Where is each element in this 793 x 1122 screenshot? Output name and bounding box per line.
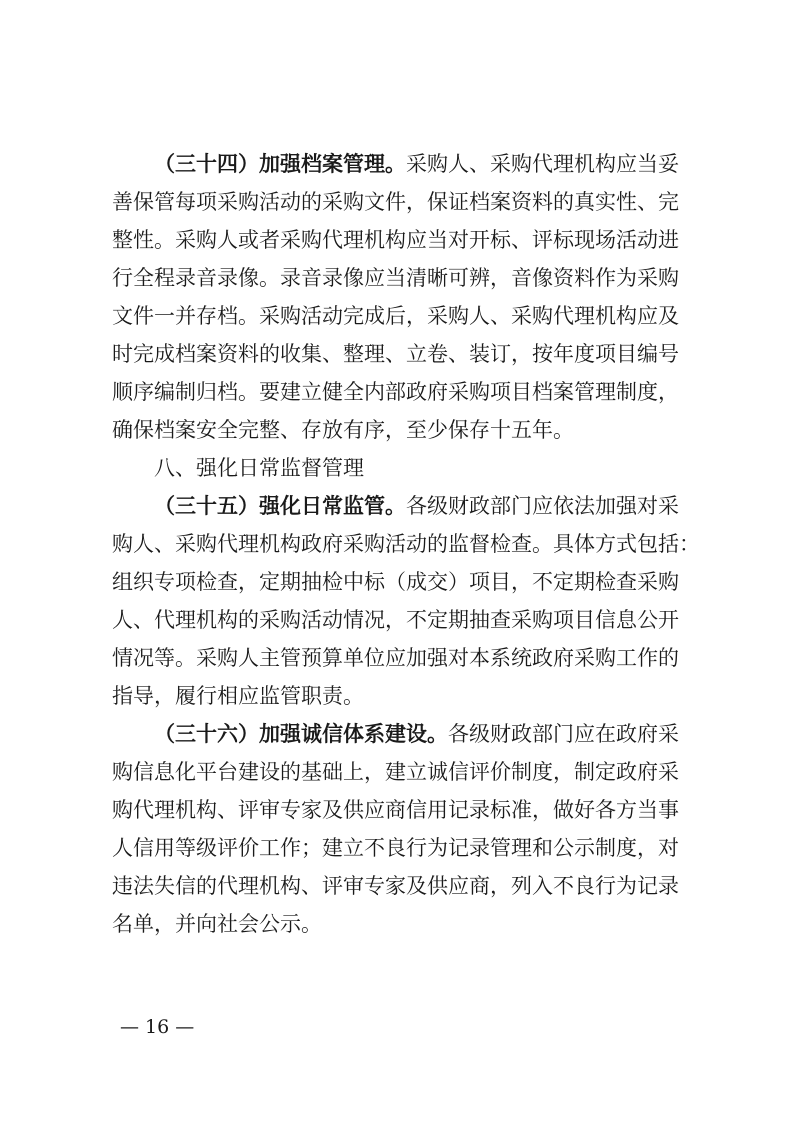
section-36-line-2: 购信息化平台建设的基础上，建立诚信评价制度，制定政府采 <box>112 760 679 784</box>
section-36-line-1 <box>154 717 679 751</box>
section-34-title: （三十四）加强档案管理。 <box>154 151 406 176</box>
section-36-line-3: 购代理机构、评审专家及供应商信用记录标准，做好各方当事 <box>112 798 679 822</box>
section-36-line-6: 名单，并向社会公示。 <box>112 912 322 936</box>
section-35-line-4: 人、代理机构的采购活动情况，不定期抽查采购项目信息公开 <box>112 608 679 632</box>
section-36-text: 各级财政部门应在政府采 <box>448 722 679 746</box>
section-34-line-4: 行全程录音录像。录音录像应当清晰可辨，音像资料作为采购 <box>112 266 679 290</box>
section-34-text: 采购人、采购代理机构应当妥 <box>406 152 679 176</box>
section-35-text: 各级财政部门应依法加强对采 <box>406 494 679 518</box>
section-34-line-8: 确保档案安全完整、存放有序，至少保存十五年。 <box>112 418 574 442</box>
section-34-line-5: 文件一并存档。采购活动完成后，采购人、采购代理机构应及 <box>112 304 679 328</box>
section-36-line-4: 人信用等级评价工作；建立不良行为记录管理和公示制度，对 <box>112 836 679 860</box>
section-heading: 八、强化日常监督管理 <box>154 456 364 480</box>
section-34-line-3: 整性。采购人或者采购代理机构应当对开标、评标现场活动进 <box>112 228 679 252</box>
section-34-line-2: 善保管每项采购活动的采购文件，保证档案资料的真实性、完 <box>112 190 679 214</box>
section-36-line-5: 违法失信的代理机构、评审专家及供应商，列入不良行为记录 <box>112 874 679 898</box>
section-35-line-3: 组织专项检查，定期抽检中标（成交）项目，不定期检查采购 <box>112 570 679 594</box>
section-34-line-7: 顺序编制归档。要建立健全内部政府采购项目档案管理制度， <box>112 380 679 404</box>
section-35-title: （三十五）强化日常监管。 <box>154 493 406 518</box>
page-number: — 16 — <box>120 1016 195 1038</box>
section-35-line-6: 指导，履行相应监管职责。 <box>112 684 364 708</box>
section-36-title: （三十六）加强诚信体系建设。 <box>154 721 448 746</box>
section-34-line-1 <box>154 147 679 181</box>
section-35-line-5: 情况等。采购人主管预算单位应加强对本系统政府采购工作的 <box>112 646 679 670</box>
section-34-line-6: 时完成档案资料的收集、整理、立卷、装订，按年度项目编号 <box>112 342 679 366</box>
section-35-line-2: 购人、采购代理机构政府采购活动的监督检查。具体方式包括： <box>112 532 700 556</box>
section-35-line-1 <box>154 489 679 523</box>
